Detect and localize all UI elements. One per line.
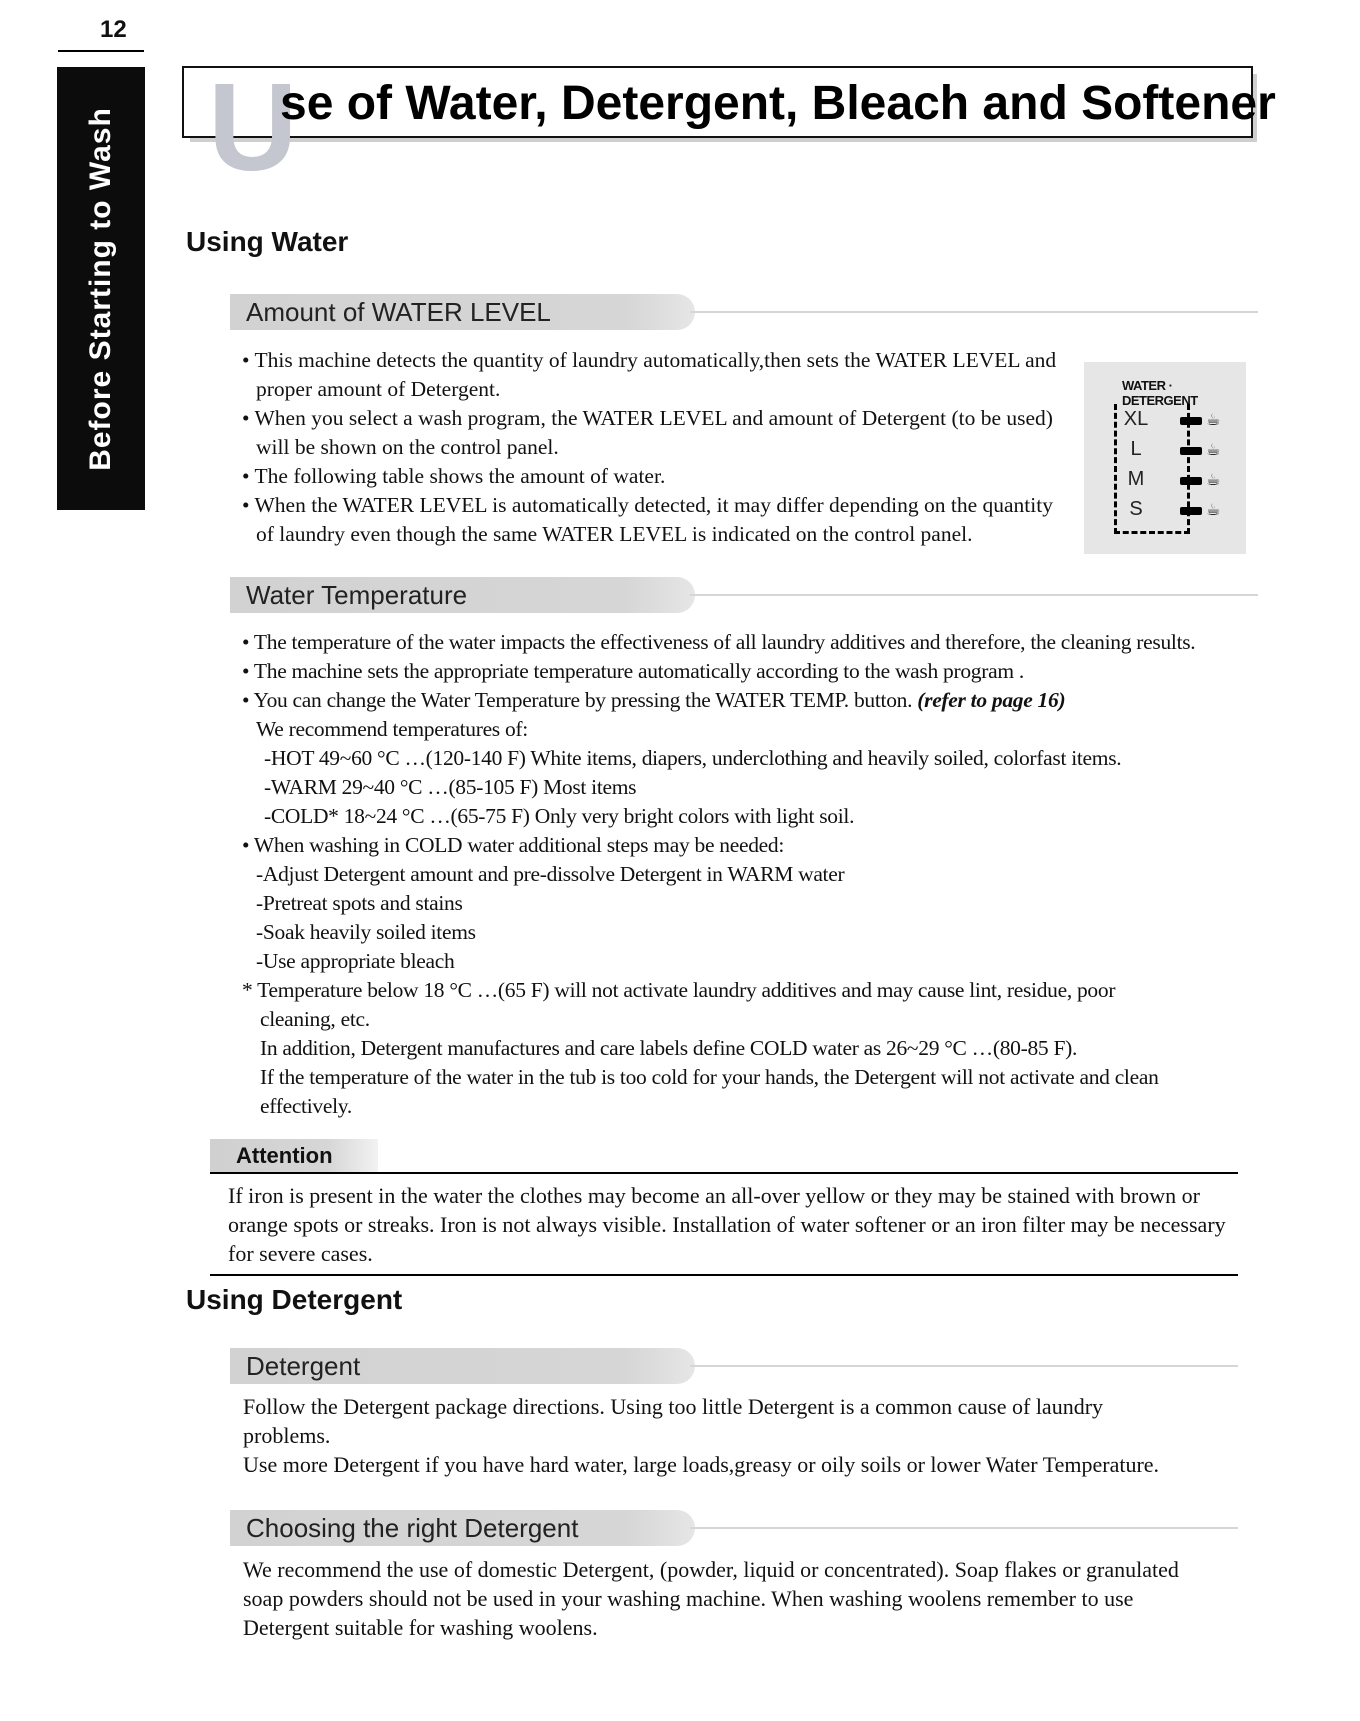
- level-xl: [1114, 408, 1224, 434]
- text-line: -COLD* 18~24 °C …(65-75 F) Only very bright colors with light soil.: [264, 804, 855, 828]
- tub-icon: ☕: [1206, 502, 1221, 519]
- text-line: • The machine sets the appropriate temperature automatically according to the wash program .: [242, 659, 1024, 683]
- text-line: of laundry even though the same WATER LEVEL is indicated on the control panel.: [256, 522, 973, 546]
- level-m: [1114, 468, 1224, 494]
- attention-bottom-rule: [210, 1274, 1238, 1276]
- text-span: • You can change the Water Temperature by pressing the WATER TEMP. button.: [242, 688, 913, 712]
- level-bar: [1180, 447, 1202, 455]
- text-line: Use more Detergent if you have hard water, large loads,greasy or oily soils or lower Water Temperature.: [243, 1452, 1160, 1477]
- text-line: cleaning, etc.: [260, 1007, 370, 1031]
- level-label: L: [1130, 438, 1142, 460]
- choosing-detergent-text: [243, 1555, 1273, 1642]
- indicator-label: WATER · DETERGENT: [1122, 378, 1198, 408]
- subheading-choosing-detergent: Choosing the right Detergent: [230, 1510, 695, 1546]
- water-temperature-text: [242, 628, 1302, 1121]
- text-line: * Temperature below 18 °C …(65 F) will not activate laundry additives and may cause lint, residue, poor: [242, 978, 1116, 1002]
- text-line: -WARM 29~40 °C …(85-105 F) Most items: [264, 775, 637, 799]
- level-bar: [1180, 477, 1202, 485]
- subheading-water-temperature: Water Temperature: [230, 577, 695, 613]
- level-bar: [1180, 507, 1202, 515]
- text-line: If the temperature of the water in the tub is too cold for your hands, the Detergent will not activate and clean: [260, 1065, 1159, 1089]
- text-line: Follow the Detergent package directions. Using too little Detergent is a common cause of laundry: [243, 1394, 1104, 1419]
- page-number: 12: [100, 16, 127, 43]
- title-first-letter: U: [208, 59, 298, 197]
- level-label: M: [1127, 468, 1145, 490]
- subheading-water-level: Amount of WATER LEVEL: [230, 294, 695, 330]
- subheading-rule: [690, 1365, 1238, 1367]
- text-line: • When you select a wash program, the WATER LEVEL and amount of Detergent (to be used): [242, 406, 1053, 430]
- text-line: • The following table shows the amount of water.: [242, 464, 666, 488]
- text-line: • When washing in COLD water additional steps may be needed:: [242, 833, 785, 857]
- page-reference: (refer to page 16): [917, 688, 1066, 712]
- level-s: [1114, 498, 1224, 524]
- subheading-detergent: Detergent: [230, 1348, 695, 1384]
- text-line: [242, 686, 1302, 715]
- page-title: se of Water, Detergent, Bleach and Softener: [280, 77, 1276, 130]
- text-line: Detergent suitable for washing woolens.: [243, 1615, 598, 1640]
- side-tab-label: Before Starting to Wash: [84, 107, 117, 471]
- attention-text: If iron is present in the water the clothes may become an all-over yellow or they may be stained with brown or orange spots or streaks. Iron is not always visible. Installation of water softener or an iron filter may be necessary for severe cases.: [228, 1183, 1226, 1266]
- text-line: effectively.: [260, 1094, 352, 1118]
- tub-icon: ☕: [1206, 472, 1221, 489]
- tub-icon: ☕: [1206, 412, 1221, 429]
- text-line: • This machine detects the quantity of laundry automatically,then sets the WATER LEVEL and: [242, 348, 1057, 372]
- page-number-rule: [58, 50, 144, 52]
- text-line: -Pretreat spots and stains: [256, 891, 463, 915]
- text-line: -HOT 49~60 °C …(120-140 F) White items, diapers, underclothing and heavily soiled, colorfast items.: [264, 746, 1122, 770]
- attention-label: Attention: [210, 1139, 378, 1173]
- side-tab: [57, 67, 145, 510]
- text-line: • When the WATER LEVEL is automatically detected, it may differ depending on the quantity: [242, 493, 1053, 517]
- text-line: problems.: [243, 1423, 331, 1448]
- level-bar: [1180, 417, 1202, 425]
- water-level-indicator: [1084, 362, 1246, 554]
- tub-icon: ☕: [1206, 442, 1221, 459]
- text-line: -Soak heavily soiled items: [256, 920, 476, 944]
- water-level-text: [242, 346, 1082, 549]
- subheading-rule: [690, 594, 1258, 596]
- level-label: XL: [1123, 408, 1149, 430]
- text-line: We recommend temperatures of:: [256, 717, 528, 741]
- subheading-rule: [690, 1527, 1238, 1529]
- text-line: In addition, Detergent manufactures and care labels define COLD water as 26~29 °C …(80-85 F).: [260, 1036, 1078, 1060]
- text-line: proper amount of Detergent.: [256, 377, 501, 401]
- text-line: • The temperature of the water impacts the effectiveness of all laundry additives and therefore, the cleaning results.: [242, 630, 1196, 654]
- text-line: soap powders should not be used in your washing machine. When washing woolens remember to use: [243, 1586, 1134, 1611]
- detergent-text: [243, 1392, 1273, 1479]
- text-line: -Adjust Detergent amount and pre-dissolve Detergent in WARM water: [256, 862, 845, 886]
- level-label: S: [1129, 498, 1143, 520]
- text-line: -Use appropriate bleach: [256, 949, 455, 973]
- level-l: [1114, 438, 1224, 464]
- text-line: will be shown on the control panel.: [256, 435, 559, 459]
- heading-using-detergent: Using Detergent: [186, 1284, 403, 1315]
- subheading-rule: [690, 311, 1258, 313]
- text-line: We recommend the use of domestic Detergent, (powder, liquid or concentrated). Soap flakes or granulated: [243, 1557, 1179, 1582]
- heading-using-water: Using Water: [186, 226, 349, 257]
- attention-top-rule: [210, 1172, 1238, 1174]
